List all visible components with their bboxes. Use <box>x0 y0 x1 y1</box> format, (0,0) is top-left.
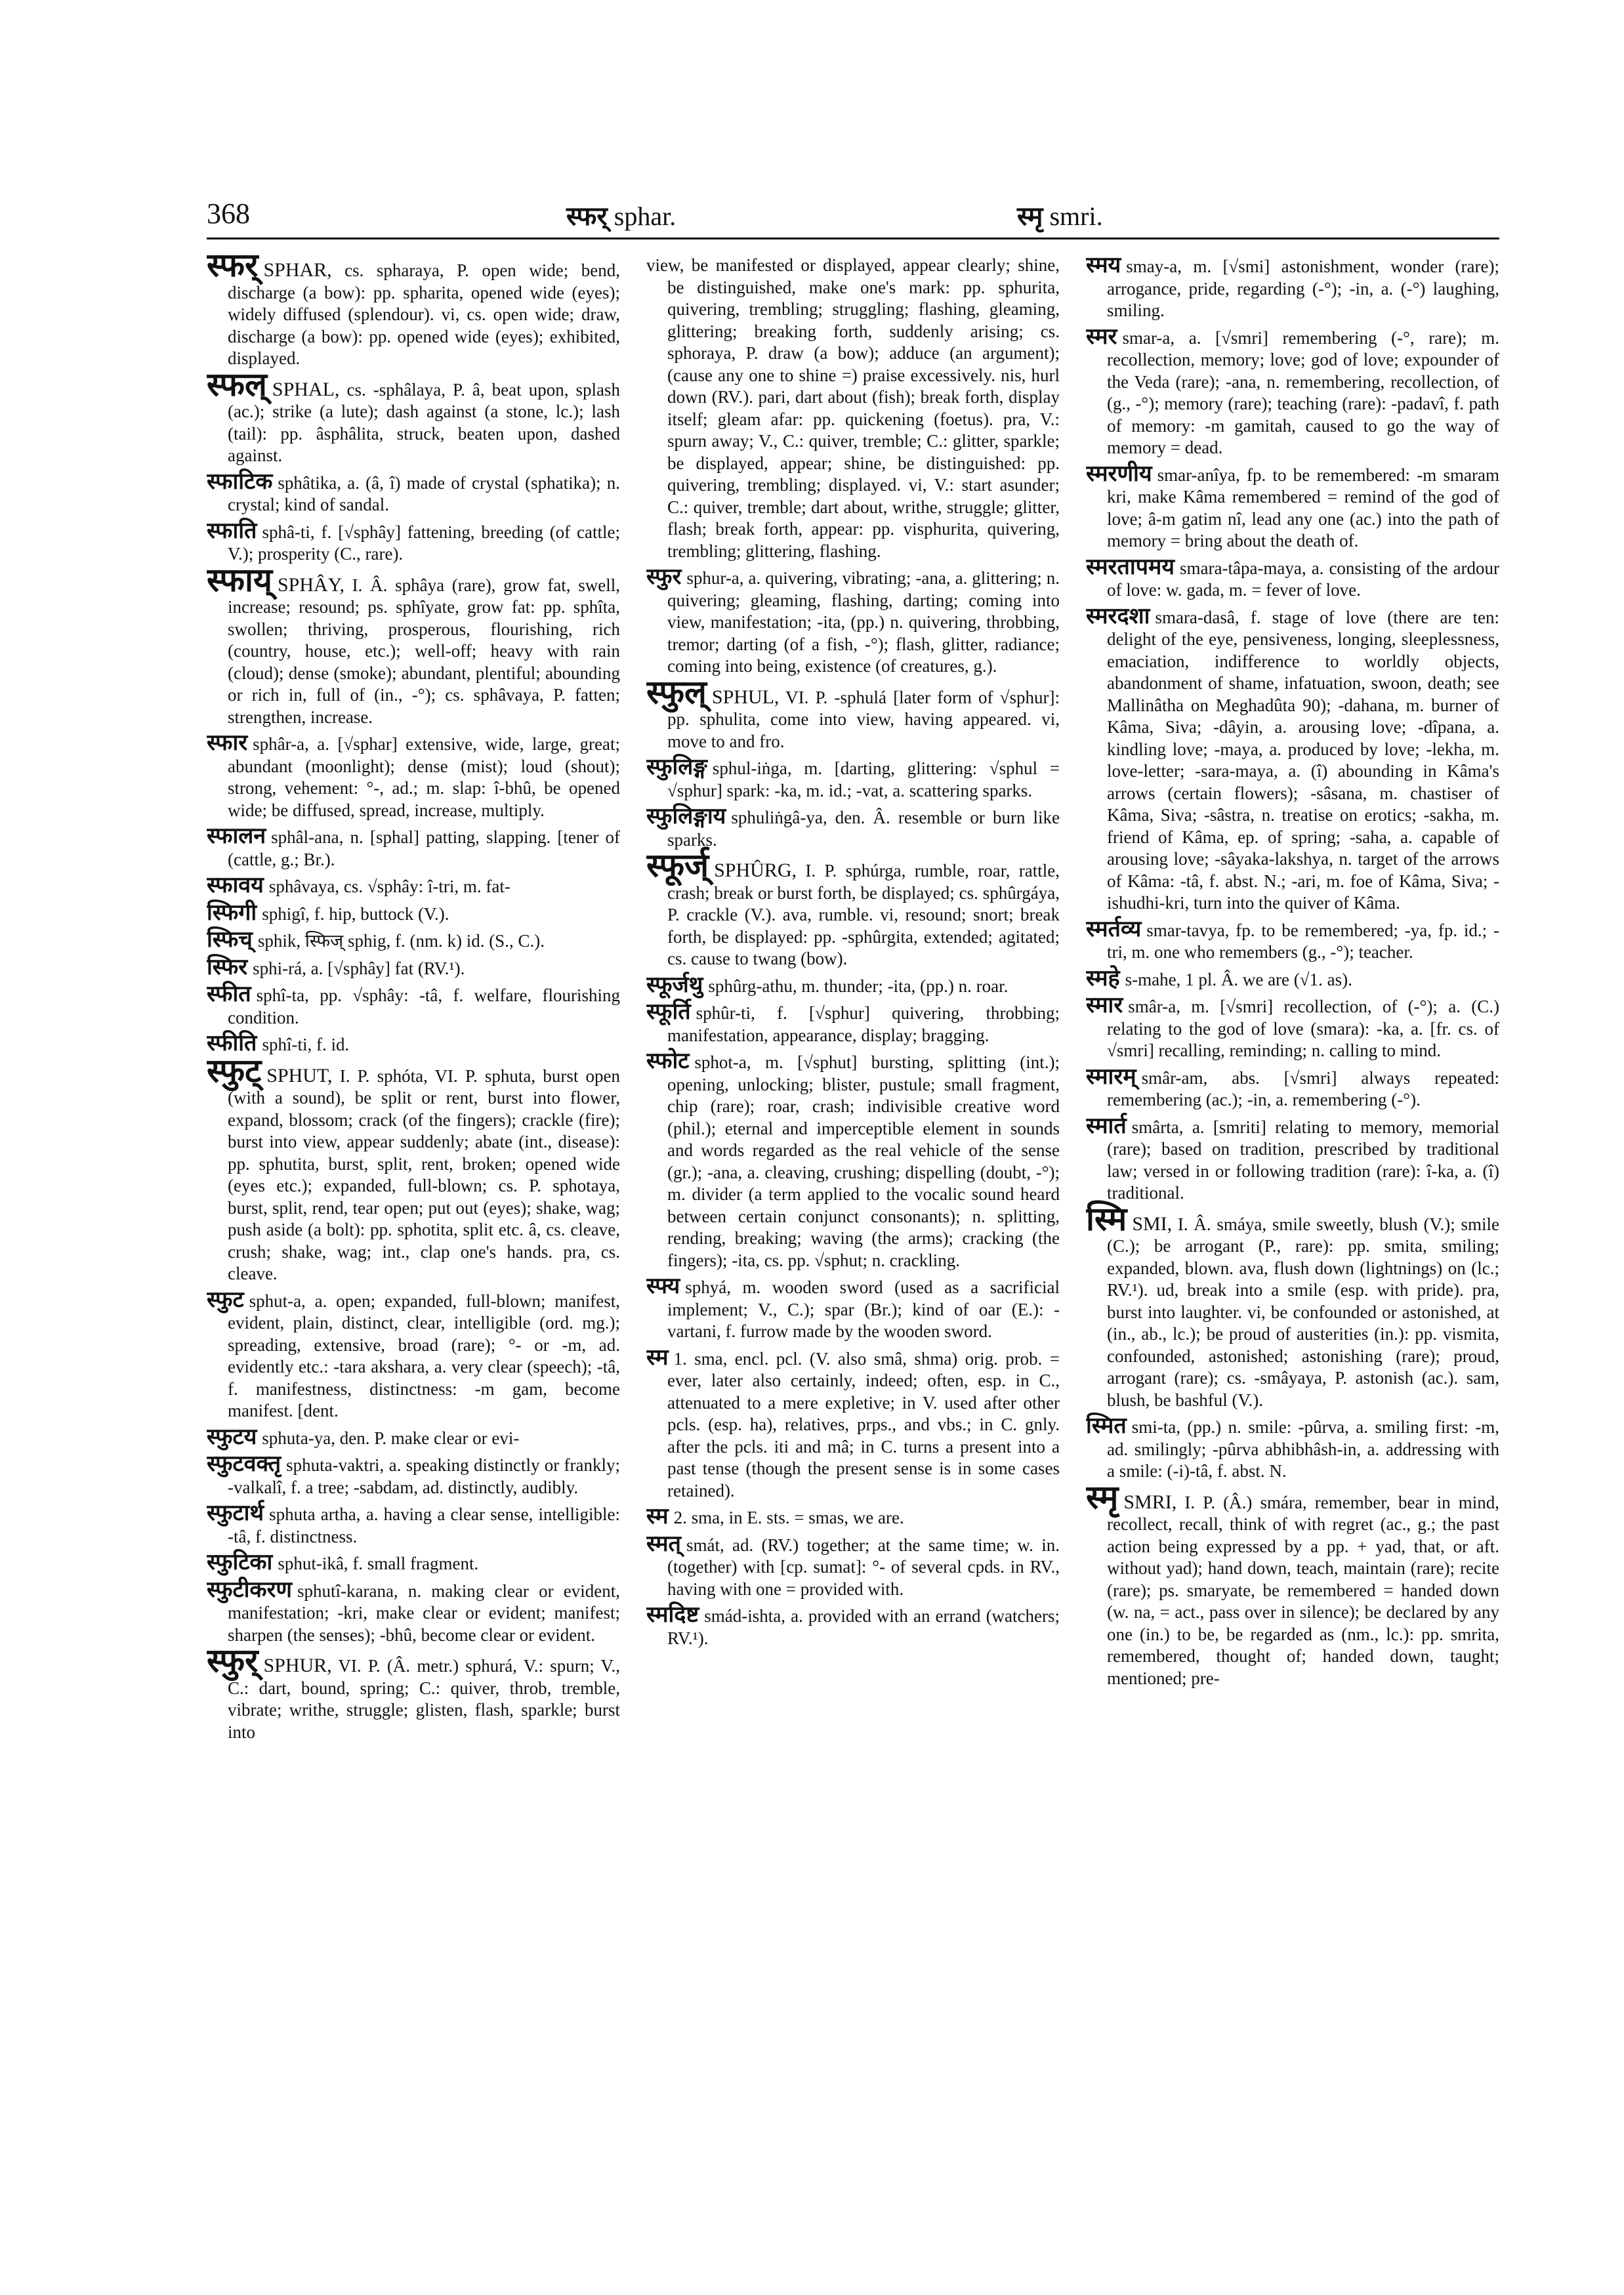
entry-definition: I. Â. sphâya (rare), grow fat, swell, increase; resound; ps. sphîyate, grow fat: pp. sphîta, swollen; thriving, prosperous, flourishing, rich (country, house, etc.); well-off; heavy with rain (cloud); dense (smoke); abundant, plentiful; abounding or rich in, full of (in., -°); cs. sphâvaya, P. fatten; strengthen, increase. <box>228 575 620 727</box>
headword-roman: smar-anîya, <box>1157 465 1240 485</box>
dictionary-entry <box>646 1503 1060 1529</box>
dictionary-columns <box>207 255 1499 2249</box>
dictionary-entry <box>207 1642 620 1743</box>
headword-roman: SPHUR, <box>263 1655 332 1676</box>
dictionary-entry <box>646 255 1060 562</box>
entry-definition: a. [smriti] relating to memory, memorial (rare); based on tradition, prescribed by traditional law; versed in or following tradition (rare): î-ka, a. (î) traditional. <box>1107 1117 1499 1203</box>
headword-roman: sphuta-vaktri, <box>286 1455 385 1475</box>
headword-roman: sphot-a, <box>694 1052 751 1072</box>
entry-definition: fp. to be remembered: -m smaram kri, make Kâma remembered = remind of the god of love; â-m gatim nî, lead any one (ac.) into the path of memory = bring about the death of. <box>1107 465 1499 550</box>
dictionary-entry <box>207 1549 620 1575</box>
headword-roman: sphâ-ti, <box>262 522 315 542</box>
headword-devanagari: स्मि <box>1086 1199 1127 1238</box>
headword-devanagari: स्फुटय <box>207 1423 257 1450</box>
entry-definition: fp. to be remembered; -ya, fp. id.; -tri, m. one who remembers (g., -°); teacher. <box>1107 920 1499 962</box>
dictionary-entry <box>646 971 1060 998</box>
dictionary-entry <box>207 255 620 370</box>
entry-definition: I. P. (Â.) smára, remember, bear in mind, recollect, recall, think of with regret (ac., g.; the past action being expressed by a pp. + yad, that, or aft. without yad); hand down, teach, maintain (rare); recite (rare); ps. smaryate, be remembered = handed down (w. na, = act., pass over in silence); be declared by any one (in.) to be, be regarded as (nm., lc.): pp. smrita, remembered, thought of; handed down, taught; mentioned; pre- <box>1107 1492 1499 1688</box>
dictionary-entry <box>207 926 620 953</box>
entry-definition: f. [√sphây] fattening, breeding (of cattle; V.); prosperity (C., rare). <box>228 522 620 564</box>
headword-devanagari: स्फिगी <box>207 899 257 926</box>
headword-devanagari: स्फुटवक्तृ <box>207 1451 281 1477</box>
headword-devanagari: स्मय <box>1086 255 1121 278</box>
headword-roman: smi-ta, <box>1131 1417 1180 1437</box>
dictionary-entry <box>1086 1112 1499 1205</box>
header-rule <box>207 238 1499 239</box>
dictionary-entry <box>1086 602 1499 915</box>
headword-roman: sphuliṅgâ-ya, <box>731 808 827 827</box>
dictionary-entry <box>646 1530 1060 1601</box>
headword-devanagari: स्फाय् <box>207 560 272 599</box>
dictionary-entry <box>207 365 620 467</box>
headword-roman: smay-a, <box>1126 257 1182 276</box>
entry-definition: a. [√sphây] fat (RV.¹). <box>310 958 465 978</box>
entry-definition: I. Â. smáya, smile sweetly, blush (V.); smile (C.); be arrogant (P., rare): pp. smita, smiling; expanded, blown. ava, flush down (lightnings) on (lc.; RV.¹). ud, break into a smile (esp. with pride). pra, burst into laughter. vi, be confounded or astonished, at (in., ab., lc.); be proud of austerities (in.): pp. vismita, confounded, astonished; astonishing (rare); proud, arrogant (rare); cs. -smâyaya, P. astonish (ac.). sam, blush, be bashful (V.). <box>1107 1214 1499 1410</box>
dictionary-entry <box>207 560 620 729</box>
headword-devanagari: स्फ्य <box>646 1273 680 1299</box>
headword-roman: SPHÂY, <box>277 573 344 596</box>
headword-roman: SMI, <box>1132 1212 1173 1235</box>
dictionary-entry <box>646 1275 1060 1343</box>
headword-devanagari: स्म <box>646 1344 669 1371</box>
dictionary-entry <box>646 1050 1060 1272</box>
headword-roman: smar-a, <box>1122 327 1175 348</box>
headword-roman: sphâr-a, <box>253 734 309 754</box>
headword-devanagari: स्मरतापमय <box>1086 553 1175 580</box>
entry-definition: m. [√smi] astonishment, wonder (rare); arrogance, pride, regarding (-°); -in, a. (-°) laughing, smiling. <box>1107 257 1499 320</box>
headword-roman: sphûr-ti, <box>696 1003 755 1023</box>
dictionary-entry <box>1086 323 1499 459</box>
headword-devanagari: स्मर्तव्य <box>1086 915 1142 942</box>
dictionary-entry <box>646 756 1060 802</box>
dictionary-entry <box>207 1286 620 1422</box>
headword-devanagari: स्फाटिक <box>207 468 273 495</box>
headword-devanagari: स्मरणीय <box>1086 460 1152 487</box>
dictionary-entry <box>207 1030 620 1056</box>
entry-definition: f. hip, buttock (V.). <box>314 903 449 924</box>
entry-definition: f. stage of love (there are ten: delight of the eye, pensiveness, longing, sleeplessness, emaciation, indifference to worldly objects, abandonment of shame, infatuation, swoon, death; see Mallinâtha on Meghadûta 90); -dahana, m. burner of Kâma, Siva; -dâyin, a. arousing love; -dîpana, a. kindling love; -maya, a. produced by love; -lekha, m. love-letter; -sara-maya, a. (î) abounding in Kâma's arrows (certain flowers); -sâsana, m. chastiser of Kâma, Siva; -sâstra, n. treatise on erotics; -sakha, m. friend of Kâma, ep. of spring; -saha, a. capable of arousing love; -sâyaka-lakshya, n. target of the arrows of Kâma: -tâ, f. abst. N.; -ari, m. foe of Kâma, Siva; -ishudhi-kri, turn into the quiver of Kâma. <box>1107 607 1499 913</box>
headword-devanagari: स्म <box>646 1503 669 1529</box>
dictionary-entry <box>1086 255 1499 322</box>
headword-roman: SPHUT, <box>266 1064 333 1086</box>
entry-definition: n. making clear or evident, manifestation; -kri, make clear or evident; manifest; sharpen (the senses); -bhû, become clear or evident. <box>228 1581 620 1645</box>
entry-definition: 1 pl. Â. we are (√1. as). <box>1185 969 1352 989</box>
entry-definition: m. thunder; -ita, (pp.) n. roar. <box>801 976 1009 996</box>
headword-devanagari: स्फुलिङ्गाय <box>646 803 726 829</box>
headword-devanagari: स्फुटिका <box>207 1549 273 1575</box>
headword-devanagari: स्फिर <box>207 953 248 980</box>
headword-roman: sphutî-karana, <box>297 1581 398 1601</box>
entry-definition: m. [√sphut] bursting, splitting (int.); opening, unlocking; blister, pustule; small fragment, chip (rare); roar, crash; indivisible creative word (phil.); eternal and imperceptible element in sounds and words regarded as the real vehicle of the sense (gr.); -ana, a. cleaving, crushing; dispelling (doubt, -°); m. divider (a term applied to the vocalic sound heard between certain conjunct consonants); n. splitting, rending, breaking; waving (the arms); cracking (the fingers); -ita, cs. pp. √sphut; n. crackling. <box>667 1052 1060 1270</box>
headword-roman: smârta, <box>1131 1117 1184 1137</box>
headword-devanagari: स्मार <box>1086 992 1123 1018</box>
dictionary-entry <box>207 1576 620 1647</box>
headword-roman: smâr-am, <box>1141 1067 1208 1088</box>
headword-roman: smád-ishta, <box>704 1606 786 1626</box>
headword-roman: sphî-ti, <box>262 1035 312 1054</box>
entry-definition: a. quivering, vibrating; -ana, a. glittering; n. quivering; gleaming, flashing, darting; coming into view, manifestation; -ita, (pp.) n. quivering, throbbing, tremor; darting (of a fish, -°); flash, glitter, radiance; coming into being, existence (of creatures, g.). <box>667 568 1060 676</box>
dictionary-entry <box>207 732 620 821</box>
entry-definition: ad. (RV.) together; at the same time; w. in. (together) with [cp. sumat]: °- of several cpds. in RV., having with one = provided with. <box>667 1535 1060 1599</box>
headword-roman: sphuta artha, <box>269 1504 361 1524</box>
entry-definition: cs. √sphây: î-tri, m. fat- <box>343 877 510 896</box>
entry-definition: den. P. make clear or evi- <box>339 1428 520 1448</box>
entry-definition: (pp.) n. smile: -pûrva, a. smiling first: -m, ad. smilingly; -pûrva abhibhâsh-in, a. addressing with a smile: (-i)-tâ, f. abst. N. <box>1107 1417 1499 1481</box>
headword-devanagari: स्फावय <box>207 872 264 898</box>
headword-roman: sphut-ikâ, <box>278 1554 348 1573</box>
entry-definition: VI. P. (Â. metr.) sphurá, V.: spurn; V., C.: dart, bound, spring; C.: quiver, throb, tremble, vibrate; writhe, struggle; glisten, flash, sparkle; burst into <box>228 1656 620 1742</box>
headword-devanagari: स्फुटीकरण <box>207 1576 292 1603</box>
headword-roman: sphyá, <box>685 1277 731 1297</box>
entry-definition: cs. spharaya, P. open wide; bend, discharge (a bow): pp. spharita, opened wide (eyes); widely diffused (splendour). vi, cs. open wide; draw, discharge (a bow): pp. opened wide (eyes); exhibited, displayed. <box>228 260 620 368</box>
running-head-right-devanagari: स्मृ <box>1017 201 1043 232</box>
headword-devanagari: स्मारम् <box>1086 1063 1136 1090</box>
dictionary-entry <box>207 899 620 926</box>
dictionary-entry <box>1086 1063 1499 1111</box>
headword-devanagari: स्फिच् <box>207 926 253 953</box>
dictionary-entry <box>207 517 620 566</box>
dictionary-entry <box>1086 915 1499 964</box>
headword-roman: sphi-rá, <box>253 958 306 978</box>
dictionary-entry <box>646 803 1060 851</box>
headword-devanagari: स्मदिष्ट <box>646 1602 699 1628</box>
headword-roman: s-mahe, <box>1125 969 1181 989</box>
column-middle <box>646 255 1060 2249</box>
entry-definition: f. small fragment. <box>352 1554 479 1573</box>
entry-definition: f. (nm. k) id. (S., C.). <box>394 931 545 951</box>
dictionary-entry <box>207 1051 620 1285</box>
dictionary-entry <box>207 1423 620 1450</box>
headword-roman: smâr-a, <box>1128 997 1180 1016</box>
headword-roman: 2. sma, <box>673 1508 724 1527</box>
headword-devanagari: स्फल् <box>207 365 267 403</box>
dictionary-entry <box>646 846 1060 970</box>
dictionary-entry <box>207 825 620 871</box>
headword-roman: SPHÛRG, <box>714 859 797 881</box>
entry-definition: a. [√smri] remembering (-°, rare); m. recollection, memory; love; god of love; expounder of the Veda (rare); -ana, n. remembering, recollection, of (g., -°); memory (rare); teaching (rare): -padavî, f. path of memory: -m gamitah, caused to go the way of memory = dead. <box>1107 327 1499 457</box>
dictionary-entry <box>1086 460 1499 552</box>
dictionary-entry <box>1086 992 1499 1062</box>
headword-roman: SPHAR, <box>263 259 332 281</box>
headword-devanagari: स्फालन <box>207 823 266 849</box>
headword-roman: SPHAL, <box>272 378 340 400</box>
headword-devanagari: स्फुलिङ्ग <box>646 754 707 780</box>
page-header <box>207 197 1499 236</box>
headword-devanagari: स्मृ <box>1086 1478 1119 1516</box>
headword-devanagari: स्मरदशा <box>1086 602 1150 629</box>
dictionary-entry <box>1086 964 1499 991</box>
headword-roman: sphigî, <box>262 903 310 924</box>
entry-definition: a. provided with an errand (watchers; RV.¹). <box>667 1606 1060 1648</box>
entry-definition: a. having a clear sense, intelligible: -tâ, f. distinctness. <box>228 1504 620 1546</box>
entry-definition: abs. [√smri] always repeated: remembering (ac.); -in, a. remembering (-°). <box>1107 1067 1499 1109</box>
headword-roman: smar-tavya, <box>1146 920 1230 940</box>
entry-definition: m. [darting, glittering: √sphul = √sphur] spark: -ka, m. id.; -vat, a. scattering sparks. <box>667 758 1060 800</box>
entry-definition: a. (â, î) made of crystal (sphatika); n. crystal; kind of sandal. <box>228 472 620 514</box>
headword-devanagari: स्फुर् <box>207 1642 259 1680</box>
headword-roman: smara-dasâ, <box>1155 607 1239 627</box>
dictionary-entry <box>1086 1199 1499 1412</box>
running-head-left <box>566 197 676 233</box>
entry-definition: f. [√sphur] quivering, throbbing; manifestation, appearance, display; bragging. <box>667 1003 1060 1045</box>
dictionary-entry <box>646 672 1060 753</box>
headword-devanagari: स्फूर्जथु <box>646 971 703 998</box>
entry-definition: m. [√smri] recollection, of (-°); a. (C.) relating to the god of love (smara): -ka, a. [fr. cs. of √smri] recalling, reminding; n. calling to mind. <box>1107 997 1499 1060</box>
headword-devanagari: स्फुर <box>646 564 682 590</box>
dictionary-entry <box>207 983 620 1029</box>
headword-devanagari: स्मित <box>1086 1413 1127 1439</box>
running-head-left-devanagari: स्फर् <box>566 201 608 232</box>
headword-roman: 1. sma, <box>673 1348 728 1369</box>
headword-devanagari: स्फूर्ज् <box>646 846 709 884</box>
headword-roman: sphâvaya, <box>268 877 340 896</box>
entry-definition: I. P. sphúrga, rumble, roar, rattle, crash; break or burst forth, be displayed; cs. sphûrgáya, P. crackle (V.). ava, rumble. vi, resound; snort; break forth, be displayed: pp. -sphûrgita, extended; agitated; cs. cause to twang (bow). <box>667 861 1060 968</box>
entry-definition: a. open; expanded, full-blown; manifest, evident, plain, distinct, clear, intelligible (ord. mg.); spreading, extensive, broad (rare); °- or -m, ad. evidently etc.: -tara akshara, a. very clear (speech); -tâ, f. manifestness, distinctness: -m gam, become manifest. [dent. <box>228 1291 620 1420</box>
dictionary-entry <box>1086 1478 1499 1690</box>
entry-definition: m. wooden sword (used as a sacrificial implement; V., C.); spar (Br.); kind of oar (E.): -vartani, f. furrow made by the wooden sword. <box>667 1277 1060 1341</box>
headword-roman: SPHUL, <box>711 686 780 708</box>
entry-definition: encl. pcl. (V. also smâ, shma) orig. prob. = ever, later also certainly, indeed; often, esp. in C., attenuated to a mere expletive; in V. used after other pcls. (esp. ha), relatives, prps., and vbs.; in C. gnly. after the pcls. iti and mâ; in C. turns a present into a past tense (though the present sense is in some cases retained). <box>667 1348 1060 1500</box>
entry-definition: f. id. <box>316 1035 350 1054</box>
headword-devanagari: स्फीत <box>207 981 251 1007</box>
dictionary-entry <box>207 953 620 980</box>
headword-roman: smát, <box>686 1535 724 1555</box>
entry-definition: a. speaking distinctly or frankly; -valkalî, f. a tree; -sabdam, ad. distinctly, audibly. <box>228 1455 620 1497</box>
entry-definition: in E. sts. = smas, we are. <box>728 1508 904 1527</box>
headword-devanagari: स्फोट <box>646 1048 690 1074</box>
headword-roman: sphâtika, <box>278 472 342 493</box>
headword-roman: smara-tâpa-maya, <box>1180 558 1306 578</box>
entry-definition: pp. √sphây: -tâ, f. welfare, flourishing condition. <box>228 985 620 1027</box>
dictionary-entry <box>646 1344 1060 1502</box>
headword-roman: sphut-a, <box>249 1291 306 1311</box>
entry-definition: view, be manifested or displayed, appear clearly; shine, be distinguished, make one's mark: pp. sphurita, quivering, trembling; struggling; flashing, gleaming, glittering; breaking forth, suddenly arising; cs. sphoraya, P. draw (a bow); adduce (an argument); (cause any one to shine =) praise excessively. nis, hurl down (RV.). pari, dart about (fish); break forth, display itself; gleam afar: pp. quickening (foetus). pra, V.: spurn away; V., C.: quiver, tremble; C.: glitter, sparkle; be displayed, appear; shine, be distinguished: pp. quivering, trembling; displayed. vi, V.: start asunder; C.: quiver, tremble; dart about, writhe, struggle; glitter, flash; break forth, appear: pp. visphurita, quivering, trembling; glittering, flashing. <box>646 255 1060 561</box>
dictionary-entry <box>207 1502 620 1548</box>
headword-devanagari: स्फुट <box>207 1286 244 1313</box>
column-right <box>1086 255 1499 2249</box>
headword-devanagari: स्मर <box>1086 323 1117 350</box>
headword-devanagari: स्महे <box>1086 964 1120 991</box>
entry-definition: den. Â. resemble or burn like sparks. <box>667 808 1060 850</box>
headword-roman: sphik, स्फिज् sphig, <box>257 931 391 951</box>
headword-roman: sphuta-ya, <box>262 1428 336 1448</box>
headword-devanagari: स्फुट् <box>207 1051 262 1090</box>
dictionary-entry <box>1086 1415 1499 1483</box>
dictionary-entry <box>207 468 620 516</box>
dictionary-entry <box>646 1001 1060 1046</box>
headword-devanagari: स्मार्त <box>1086 1112 1127 1139</box>
running-head-right <box>1017 197 1103 233</box>
headword-devanagari: स्फार <box>207 730 248 756</box>
headword-devanagari: स्फाति <box>207 517 257 544</box>
headword-devanagari: स्मत् <box>646 1530 681 1557</box>
dictionary-entry <box>207 1453 620 1499</box>
page-number: 368 <box>207 197 250 230</box>
headword-roman: sphûrg-athu, <box>708 976 797 996</box>
entry-definition: I. P. sphóta, VI. P. sphuta, burst open (with a sound), be split or rent, burst into flower, expand, blossom; crack (of the fingers); crackle (fire); burst into view, appear suddenly; abate (int., disease): pp. sphutita, burst, split, rent, broken; opened wide (eyes etc.); expanded, full-blown; cs. P. sphotaya, burst, split, rend, tear open; put out (eyes); shake, wag; push aside (a bolt): pp. sphotita, split etc. â, cs. cleave, crush; shake, wag; int., clap one's hands. pra, cs. cleave. <box>228 1065 620 1283</box>
dictionary-entry <box>1086 553 1499 602</box>
entry-definition: n. [sphal] patting, slapping. [tener of (cattle, g.; Br.). <box>228 827 620 869</box>
entry-definition: cs. -sphâlaya, P. â, beat upon, splash (ac.); strike (a lute); dash against (a stone, lc.); lash (tail): pp. âsphâlita, struck, beaten upon, dashed against. <box>228 379 620 465</box>
dictionary-entry <box>646 1604 1060 1649</box>
headword-devanagari: स्फर् <box>207 255 259 284</box>
column-left <box>207 255 620 2249</box>
headword-roman: SMRI, <box>1123 1491 1177 1513</box>
headword-roman: sphur-a, <box>686 568 744 588</box>
entry-definition: a. [√sphar] extensive, wide, large, great; abundant (moonlight); dense (mist); loud (shout); strong, vehement: °-, ad.; m. slap: î-bhû, be opened wide; be diffused, spread, increase, multiply. <box>228 734 620 820</box>
dictionary-entry <box>207 872 620 898</box>
running-head-left-roman: sphar. <box>614 201 677 231</box>
headword-roman: sphâl-ana, <box>271 827 344 847</box>
headword-devanagari: स्फीति <box>207 1030 257 1056</box>
headword-devanagari: स्फूर्ति <box>646 999 691 1025</box>
headword-roman: sphul-iṅga, <box>712 758 792 778</box>
entry-definition: a. consisting of the ardour of love: w. gada, m. = fever of love. <box>1107 558 1499 600</box>
headword-roman: sphî-ta, <box>256 985 309 1005</box>
running-head-right-roman: smri. <box>1049 201 1103 231</box>
headword-devanagari: स्फुटार्थ <box>207 1500 264 1526</box>
dictionary-entry <box>646 566 1060 678</box>
entry-definition: VI. P. -sphulá [later form of √sphur]: pp. sphulita, come into view, having appeared. vi, move to and fro. <box>667 687 1060 751</box>
headword-devanagari: स्फुल् <box>646 672 707 711</box>
